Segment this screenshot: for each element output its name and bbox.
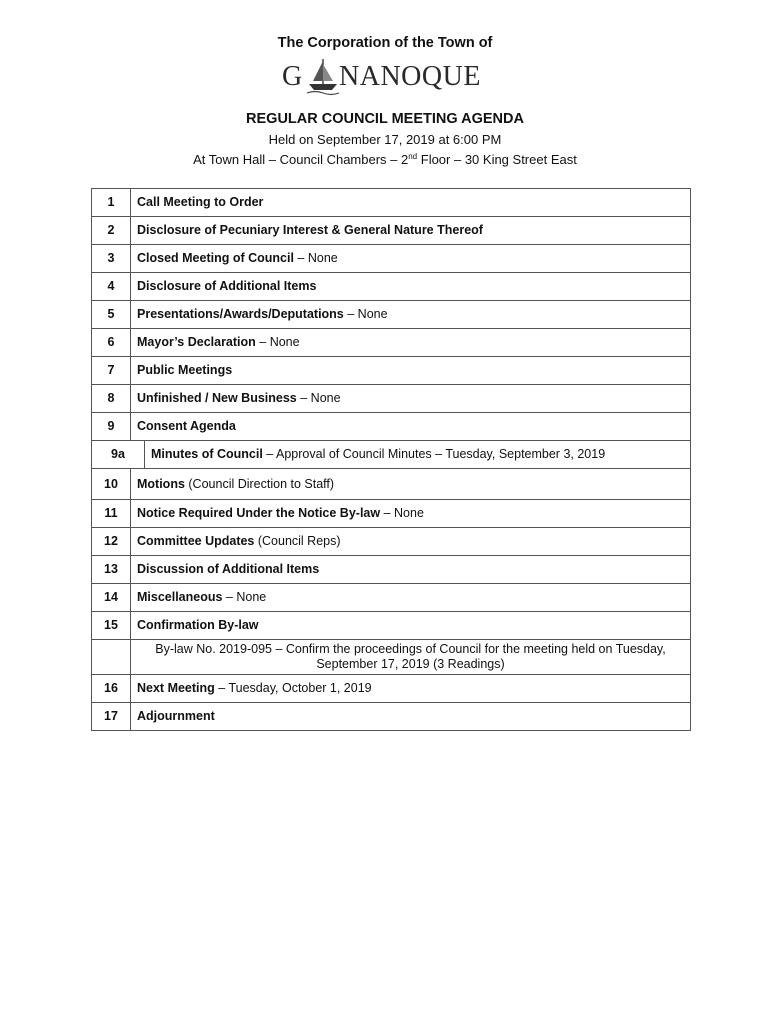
agenda-row-2 bbox=[92, 217, 691, 245]
item-number: 4 bbox=[92, 273, 131, 301]
town-logo bbox=[282, 56, 488, 98]
item-title: Unfinished / New Business bbox=[137, 391, 297, 405]
item-text bbox=[131, 556, 691, 584]
item-number: 13 bbox=[92, 556, 131, 584]
agenda-row-17 bbox=[92, 703, 691, 731]
agenda-row-bylaw bbox=[92, 640, 691, 675]
item-text bbox=[131, 528, 691, 556]
item-title: Adjournment bbox=[137, 709, 215, 723]
item-number: 8 bbox=[92, 385, 131, 413]
item-text bbox=[131, 273, 691, 301]
bylaw-description: By-law No. 2019-095 – Confirm the proceedings of Council for the meeting held on Tuesday, September 17, 2019 (3 Readings) bbox=[155, 642, 666, 671]
item-title: Consent Agenda bbox=[137, 419, 236, 433]
agenda-title: REGULAR COUNCIL MEETING AGENDA bbox=[246, 111, 524, 127]
item-number: 1 bbox=[92, 189, 131, 217]
item-number: 7 bbox=[92, 357, 131, 385]
item-number: 10 bbox=[92, 469, 131, 500]
item-title: Miscellaneous bbox=[137, 590, 223, 604]
agenda-row-9 bbox=[92, 413, 691, 441]
item-detail: – Approval of Council Minutes – Tuesday, September 3, 2019 bbox=[262, 446, 606, 461]
agenda-row-1 bbox=[92, 189, 691, 217]
item-title: Committee Updates bbox=[137, 534, 255, 548]
item-title: Next Meeting bbox=[137, 681, 215, 695]
item-number: 5 bbox=[92, 301, 131, 329]
item-number: 14 bbox=[92, 584, 131, 612]
item-title: Notice Required Under the Notice By-law bbox=[137, 506, 381, 520]
item-number: 9 bbox=[92, 413, 131, 441]
agenda-row-3 bbox=[92, 245, 691, 273]
agenda-row-15 bbox=[92, 612, 691, 640]
sub-item-number: 9a bbox=[92, 441, 145, 468]
item-text bbox=[131, 640, 691, 675]
item-detail: – None bbox=[296, 391, 341, 405]
agenda-row-16 bbox=[92, 675, 691, 703]
venue-ordinal-suffix: nd bbox=[408, 152, 418, 161]
logo-word-nanoque: NANOQUE bbox=[339, 61, 481, 92]
item-detail: (Council Direction to Staff) bbox=[184, 476, 335, 491]
item-text bbox=[131, 245, 691, 273]
item-text bbox=[131, 703, 691, 731]
item-detail: – Tuesday, October 1, 2019 bbox=[214, 681, 372, 695]
item-number: 3 bbox=[92, 245, 131, 273]
item-detail: (Council Reps) bbox=[254, 534, 341, 548]
item-number: 12 bbox=[92, 528, 131, 556]
item-detail: – None bbox=[222, 590, 267, 604]
item-text bbox=[131, 385, 691, 413]
logo-letter-g: G bbox=[282, 61, 303, 92]
item-title: Motions bbox=[137, 476, 185, 491]
item-text bbox=[131, 301, 691, 329]
item-title: Confirmation By-law bbox=[137, 618, 259, 632]
item-text bbox=[131, 189, 691, 217]
agenda-row-7 bbox=[92, 357, 691, 385]
agenda-row-11 bbox=[92, 500, 691, 528]
item-text bbox=[131, 357, 691, 385]
item-text bbox=[131, 675, 691, 703]
agenda-row-14 bbox=[92, 584, 691, 612]
item-title: Disclosure of Additional Items bbox=[137, 279, 317, 293]
agenda-row-6 bbox=[92, 329, 691, 357]
item-text bbox=[131, 413, 691, 441]
item-number: 15 bbox=[92, 612, 131, 640]
item-text bbox=[131, 329, 691, 357]
meeting-venue-line bbox=[0, 152, 770, 167]
item-detail: – None bbox=[293, 251, 338, 265]
agenda-table bbox=[91, 188, 691, 731]
agenda-row-9a bbox=[92, 441, 691, 469]
item-text bbox=[131, 217, 691, 245]
item-number bbox=[92, 640, 131, 675]
agenda-row-13 bbox=[92, 556, 691, 584]
item-text bbox=[131, 469, 691, 500]
item-detail: – None bbox=[255, 335, 300, 349]
venue-text-start: At Town Hall – Council Chambers – 2 bbox=[193, 152, 409, 167]
item-text bbox=[131, 500, 691, 528]
item-number: 6 bbox=[92, 329, 131, 357]
agenda-row-4 bbox=[92, 273, 691, 301]
agenda-row-8 bbox=[92, 385, 691, 413]
item-detail: – None bbox=[343, 307, 388, 321]
item-number: 17 bbox=[92, 703, 131, 731]
sub-item-cell bbox=[92, 441, 691, 469]
item-number: 2 bbox=[92, 217, 131, 245]
ship-emblem-icon bbox=[306, 56, 340, 96]
corporation-line: The Corporation of the Town of bbox=[277, 35, 493, 51]
agenda-row-5 bbox=[92, 301, 691, 329]
agenda-row-10 bbox=[92, 469, 691, 500]
item-title: Closed Meeting of Council bbox=[137, 251, 294, 265]
item-title: Call Meeting to Order bbox=[137, 195, 264, 209]
venue-text-end: Floor – 30 King Street East bbox=[417, 152, 577, 167]
item-title: Disclosure of Pecuniary Interest & General Nature Thereof bbox=[137, 223, 483, 237]
item-detail: – None bbox=[380, 506, 424, 520]
item-title: Public Meetings bbox=[137, 363, 233, 377]
item-text bbox=[131, 612, 691, 640]
item-title: Presentations/Awards/Deputations bbox=[137, 307, 344, 321]
agenda-row-12 bbox=[92, 528, 691, 556]
item-title: Minutes of Council bbox=[151, 446, 263, 461]
item-title: Discussion of Additional Items bbox=[137, 562, 320, 576]
item-number: 11 bbox=[92, 500, 131, 528]
item-number: 16 bbox=[92, 675, 131, 703]
item-title: Mayor’s Declaration bbox=[137, 335, 256, 349]
meeting-date-line: Held on September 17, 2019 at 6:00 PM bbox=[268, 132, 502, 147]
item-text bbox=[131, 584, 691, 612]
